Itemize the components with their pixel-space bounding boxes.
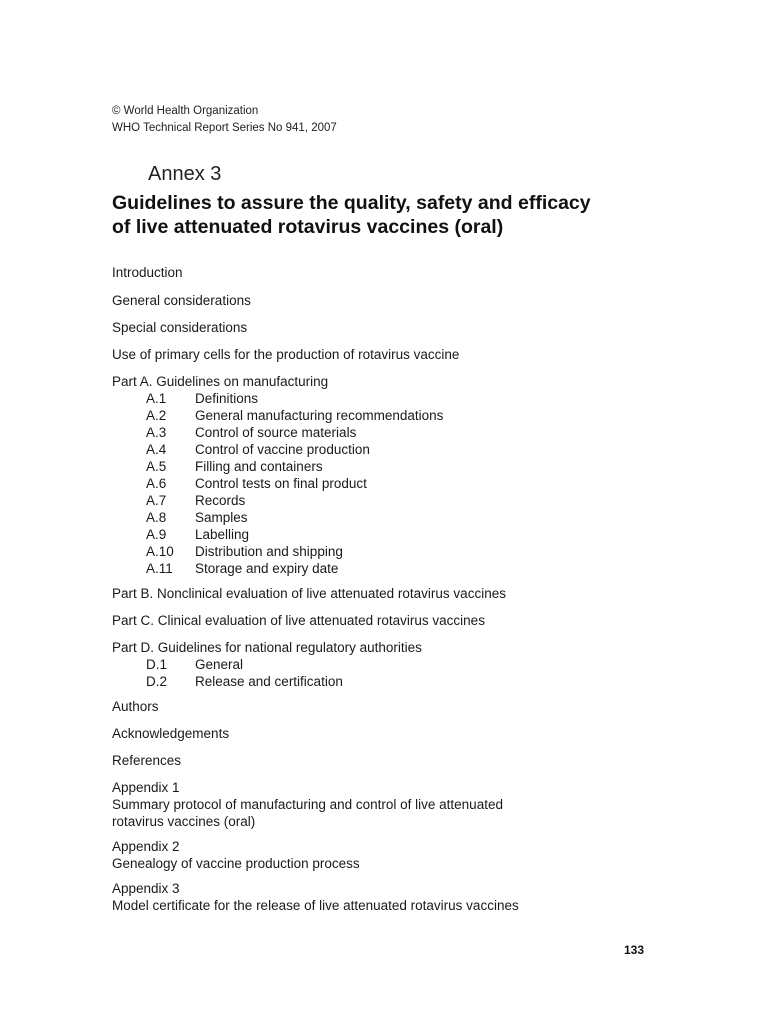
toc-special-considerations: Special considerations xyxy=(112,320,248,335)
toc-item-label: Control tests on final product xyxy=(195,476,367,491)
toc-appendix-2-heading: Appendix 2 xyxy=(112,839,180,854)
toc-item-number: A.7 xyxy=(146,493,167,508)
toc-appendix-1-heading: Appendix 1 xyxy=(112,780,180,795)
toc-authors: Authors xyxy=(112,699,159,714)
page-number: 133 xyxy=(624,943,645,957)
toc-appendix-1-line-2: rotavirus vaccines (oral) xyxy=(112,814,256,829)
page-header xyxy=(112,103,337,137)
document-title xyxy=(112,191,672,239)
toc-item-number: A.6 xyxy=(146,476,167,491)
toc-primary-cells: Use of primary cells for the production of rotavirus vaccine xyxy=(112,347,460,362)
toc-item-label: Labelling xyxy=(195,527,250,542)
series-info: WHO Technical Report Series No 941, 2007 xyxy=(112,122,337,134)
toc-appendix-2-line-1: Genealogy of vaccine production process xyxy=(112,856,360,871)
toc-acknowledgements: Acknowledgements xyxy=(112,726,230,741)
title-line-1: Guidelines to assure the quality, safety and efficacy xyxy=(112,192,591,214)
toc-appendix-1-line-1: Summary protocol of manufacturing and control of live attenuated xyxy=(112,797,503,812)
toc-appendix-3-line-1: Model certificate for the release of live attenuated rotavirus vaccines xyxy=(112,898,519,913)
toc-item-number: D.2 xyxy=(146,674,168,689)
toc-item-number: A.2 xyxy=(146,408,167,423)
toc-item-number: A.4 xyxy=(146,442,167,457)
copyright-notice: © World Health Organization xyxy=(112,105,259,117)
toc-item-number: A.1 xyxy=(146,391,167,406)
toc-item-label: Control of vaccine production xyxy=(195,442,370,457)
toc-item-number: A.8 xyxy=(146,510,167,525)
toc-item-label: Release and certification xyxy=(195,674,343,689)
toc-item-number: A.11 xyxy=(146,561,173,576)
toc-item-label: Samples xyxy=(195,510,248,525)
toc-item-number: A.5 xyxy=(146,459,167,474)
toc-item-number: A.3 xyxy=(146,425,167,440)
toc-item-label: Storage and expiry date xyxy=(195,561,339,576)
toc-item-label: Filling and containers xyxy=(195,459,323,474)
toc-references: References xyxy=(112,753,182,768)
toc-item-label: General xyxy=(195,657,244,672)
toc-part-c: Part C. Clinical evaluation of live attenuated rotavirus vaccines xyxy=(112,613,485,628)
toc-item-label: General manufacturing recommendations xyxy=(195,408,444,423)
toc-item-number: D.1 xyxy=(146,657,168,672)
toc-item-label: Distribution and shipping xyxy=(195,544,343,559)
toc-part-d-heading: Part D. Guidelines for national regulatory authorities xyxy=(112,640,422,655)
toc-item-label: Records xyxy=(195,493,246,508)
toc-item-label: Control of source materials xyxy=(195,425,357,440)
toc-introduction: Introduction xyxy=(112,265,183,280)
toc-part-a-heading: Part A. Guidelines on manufacturing xyxy=(112,374,329,389)
toc-appendix-3-heading: Appendix 3 xyxy=(112,881,180,896)
toc-part-b: Part B. Nonclinical evaluation of live attenuated rotavirus vaccines xyxy=(112,586,506,601)
toc-item-label: Definitions xyxy=(195,391,259,406)
title-line-2: of live attenuated rotavirus vaccines (oral) xyxy=(112,216,504,238)
toc-item-number: A.9 xyxy=(146,527,167,542)
toc-item-number: A.10 xyxy=(146,544,174,559)
annex-label: Annex 3 xyxy=(148,163,222,185)
toc-general-considerations: General considerations xyxy=(112,293,251,308)
